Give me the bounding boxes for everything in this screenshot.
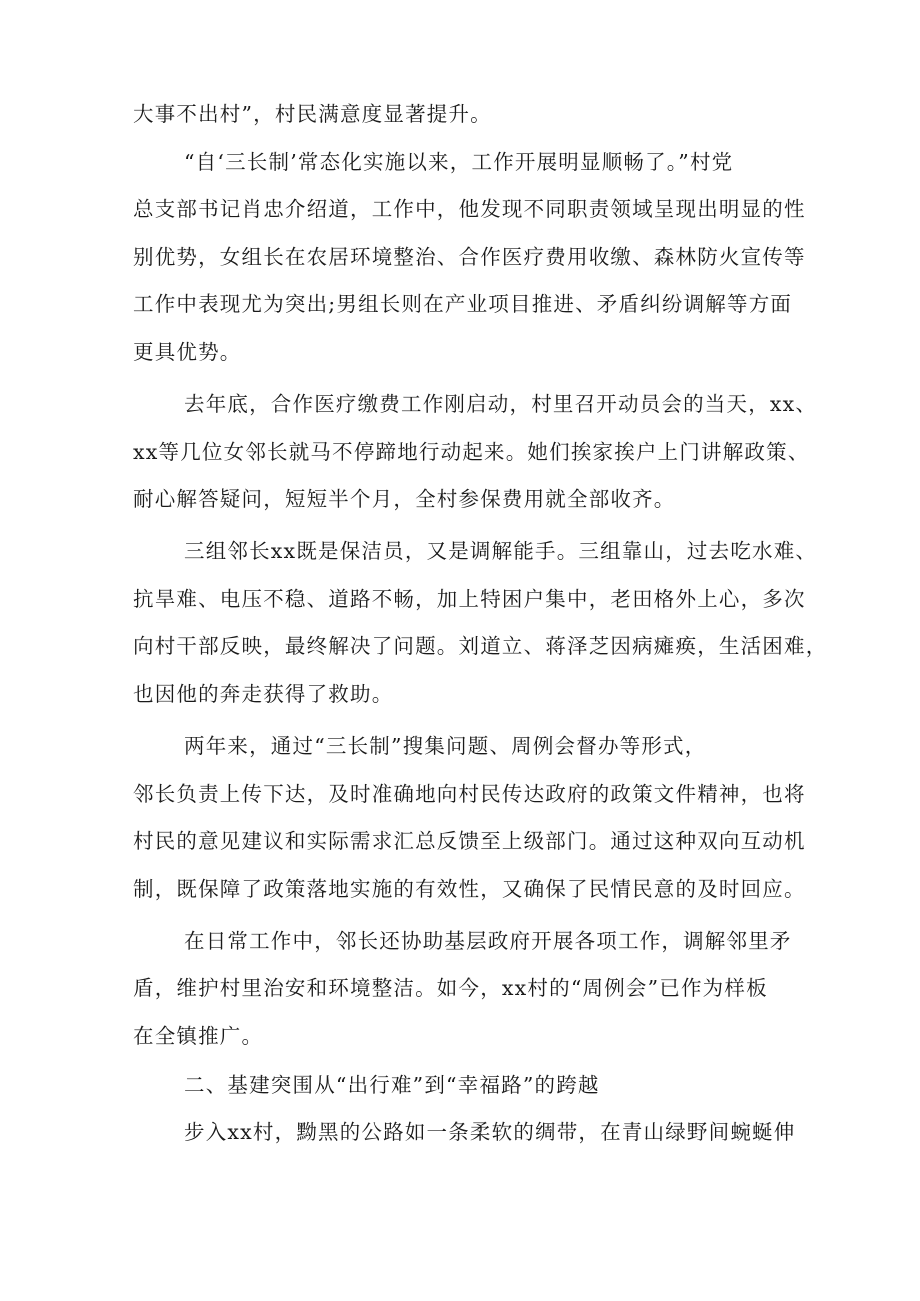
text-line: 工作中表现尤为突出;男组长则在产业项目推进、矛盾纠纷调解等方面 <box>133 292 793 316</box>
text-line: 总支部书记肖忠介绍道，工作中，他发现不同职责领域呈现出明显的性 <box>133 197 806 221</box>
text-line: 三组邻长xx既是保洁员，又是调解能手。三组靠山，过去吃水难、 <box>184 539 818 563</box>
text-line: 盾，维护村里治安和环境整洁。如今，xx村的“周例会”已作为样板 <box>133 976 768 1000</box>
text-line: “自‘三长制’常态化实施以来，工作开展明显顺畅了。”村党 <box>184 150 734 174</box>
text-line: 大事不出村”，村民满意度显著提升。 <box>133 102 492 126</box>
text-line: 也因他的奔走获得了救助。 <box>133 682 394 706</box>
text-line: 抗旱难、电压不稳、道路不畅，加上特困户集中，老田格外上心，多次 <box>133 587 806 611</box>
text-line: 耐心解答疑问，短短半个月，全村参保费用就全部收齐。 <box>133 487 676 511</box>
text-line: 别优势，女组长在农居环境整治、合作医疗费用收缴、森林防火宣传等 <box>133 245 806 269</box>
text-line: 制，既保障了政策落地实施的有效性，又确保了民情民意的及时回应。 <box>133 877 806 901</box>
text-line: 邻长负责上传下达，及时准确地向村民传达政府的政策文件精神，也将 <box>133 782 806 806</box>
text-line: 向村干部反映，最终解决了问题。刘道立、蒋泽芝因病瘫痪，生活困难， <box>133 634 828 658</box>
text-line: 去年底，合作医疗缴费工作刚启动，村里召开动员会的当天，xx、 <box>184 392 818 416</box>
text-line: 更具优势。 <box>133 340 242 364</box>
text-line: 在全镇推广。 <box>133 1024 264 1048</box>
text-line: 村民的意见建议和实际需求汇总反馈至上级部门。通过这种双向互动机 <box>133 829 806 853</box>
text-line: 在日常工作中，邻长还协助基层政府开展各项工作，调解邻里矛 <box>184 929 792 953</box>
text-line: xx等几位女邻长就马不停蹄地行动起来。她们挨家挨户上门讲解政策、 <box>133 440 810 464</box>
section-heading: 二、基建突围从“出行难”到“幸福路”的跨越 <box>184 1073 600 1097</box>
text-line: 两年来，通过“三长制”搜集问题、周例会督办等形式， <box>184 734 707 758</box>
text-line: 步入xx村，黝黑的公路如一条柔软的绸带，在青山绿野间蜿蜒伸 <box>184 1120 796 1144</box>
